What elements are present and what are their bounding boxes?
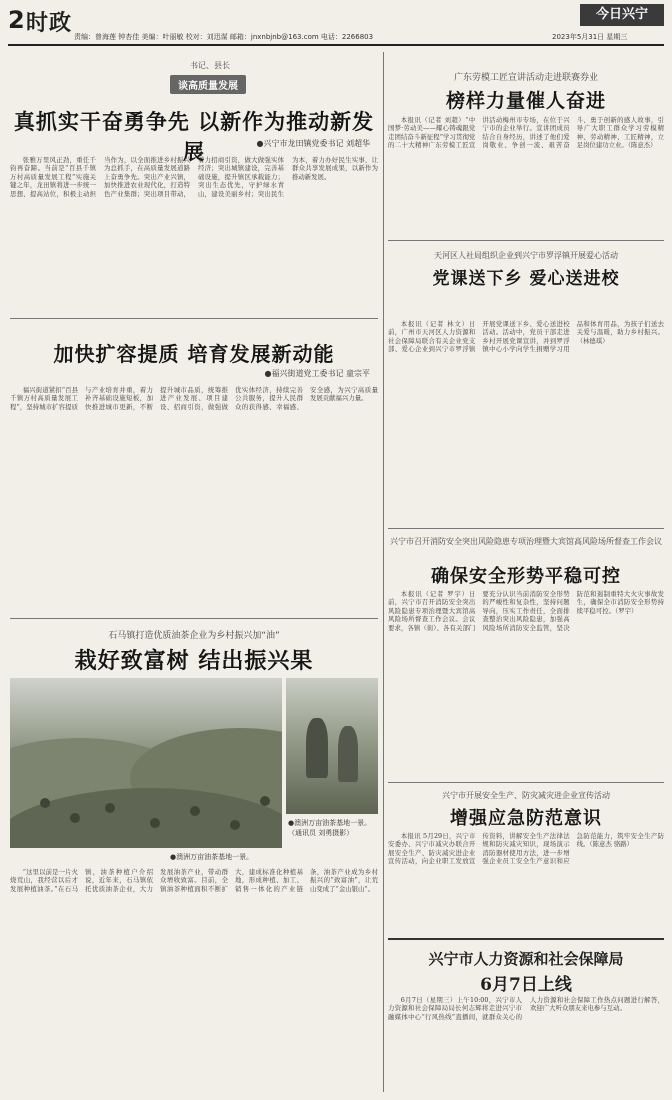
article-kicker: 兴宁市开展安全生产、防灾减灾进企业宣传活动 <box>442 791 610 800</box>
notice-headline: 兴宁市人力资源和社会保障局 <box>428 950 624 968</box>
article-headline: 党课送下乡 爱心送进校 <box>432 269 620 289</box>
farmers-photo <box>286 678 378 814</box>
section-title: 时政 <box>26 11 73 36</box>
article-body: 本报讯（记者 林文）日前，广州市天河区人力资源和社会保障局联合有关企业党支部、爱心企业到兴宁市罗浮镇开展党课送下乡、爱心送进校活动。活动中，党员干部走进乡村开展党课宣讲，并到罗浮镇中心小学向学生捐赠学习用品和体育用品，为孩子们送去关爱与温暖，助力乡村振兴。（林德琪） <box>388 320 664 354</box>
masthead-rule <box>8 44 664 46</box>
notice-subheadline: 6月7日上线 <box>480 975 572 995</box>
section-rule <box>10 618 378 619</box>
article-real-work <box>10 56 378 312</box>
page-number: 2 <box>8 6 25 34</box>
article-headline: 榜样力量催人奋进 <box>445 90 606 112</box>
issue-date: 2023年5月31日 星期三 <box>552 33 628 41</box>
article-body: 本报讯（记者 罗宇）日前，兴宁市召开消防安全突出风险隐患专项治理暨大宾馆高风险场所督查工作会议。会议要求，各镇（街）、各有关部门要充分认识当前消防安全形势的严峻性和复杂性，坚持问题导向，压实工作责任，全面排查整治突出风险隐患，加强高风险场所消防安全监管，坚决防范和遏制重特大火灾事故发生，确保全市消防安全形势持续平稳可控。（罗宇） <box>388 590 664 632</box>
masthead <box>0 0 672 52</box>
article-body: “这里以前是一片火烧荒山，我经营以后才发展种植油茶。”在石马镇，油茶种植户介绍说，近年来，石马镇依托优质油茶企业，大力发展油茶产业，带动群众增收致富。目前，全镇油茶种植面积不断扩大，建成标准化种植基地，形成种植、加工、销售一体化的产业链条，油茶产业成为乡村振兴的“致富油”，让荒山变成了“金山银山”。 <box>10 868 378 893</box>
article-kicker: 书记、县长 <box>190 61 230 70</box>
newspaper-logo: 今日兴宁 <box>580 4 664 26</box>
photo-caption: ●澳洲万亩油茶基地一景。 <box>170 853 254 861</box>
article-headline: 加快扩容提质 培育发展新动能 <box>53 342 335 366</box>
article-kicker: 天河区人社局组织企业到兴宁市罗浮镇开展爱心活动 <box>434 251 618 260</box>
article-body: 张雅万里风正劲，重任千钧再奋蹄。当前是“百县千镇万村高质量发展工程”实施关键之年，龙田镇将进一步统一思想、提高站位，积极主动担当作为，以全面推进乡村振兴为总抓手，在高质量发展道路上奋勇争先。突出产业兴镇，加快推进农业现代化，打造特色产业集群；突出项目带动，着力招商引资，做大做强实体经济；突出城镇建设，完善基础设施，提升镇区承载能力；突出生态优先，守护绿水青山，建设美丽乡村；突出民生为本，着力办好民生实事，让群众共享发展成果，以新作为推动新发展。 <box>10 156 378 198</box>
article-tea-oil <box>10 624 378 1094</box>
editor-credits: 责编：曾海莲 钟杏佳 美编：叶丽敏 校对：刘迅谋 邮箱：jnxnbjnb@163.com 电话：2266803 <box>74 33 374 41</box>
article-body: 本报讯 5月29日，兴宁市安委办、兴宁市减灾办联合开展安全生产、防灾减灾进企业宣传活动，向企业职工发放宣传资料，讲解安全生产法律法规和防灾减灾知识，现场演示消防器材使用方法，进一步增强企业员工安全生产意识和应急防范能力，筑牢安全生产防线。（陈意杰 骆路） <box>388 832 664 866</box>
notice-rule-top <box>388 938 664 940</box>
article-party-lesson <box>388 246 664 524</box>
section-rule <box>388 782 664 783</box>
article-kicker: 兴宁市召开消防安全突出风险隐患专项治理暨大宾馆高风险场所督查工作会议 <box>390 537 662 546</box>
column-badge: 谈高质量发展 <box>170 75 246 94</box>
article-byline: ●兴宁市龙田镇党委书记 刘超华 <box>256 139 370 148</box>
column-divider <box>383 52 384 1092</box>
section-rule <box>10 318 378 319</box>
photo-caption: ●澳洲万亩油茶基地一景。（通讯员 刘勇摄影） <box>288 819 372 837</box>
article-headline: 增强应急防范意识 <box>450 808 602 829</box>
article-headline: 真抓实干奋勇争先 以新作为推动新发展 <box>13 109 375 164</box>
article-fire-safety <box>388 532 664 778</box>
notice-body: 6月7日（星期三）上午10:00，兴宁市人力资源和社会保障局局长何志辉将走进兴宁市融媒体中心“行风热线”直播间，就群众关心的人力资源和社会保障工作热点问题进行解答，欢迎广大听众朋友来电参与互动。 <box>388 996 664 1021</box>
article-headline: 确保安全形势平稳可控 <box>431 566 621 587</box>
article-kicker: 石马镇打造优质油茶企业为乡村振兴加“油” <box>108 631 280 641</box>
notice-hrss <box>388 944 664 1094</box>
article-emergency <box>388 786 664 934</box>
article-byline: ●福兴街道党工委书记 童宗平 <box>264 369 370 378</box>
article-body: 本报讯（记者 刘超）“中国梦·劳动美——耀心铸魂跟党走团结奋斗新征程”学习贯彻党的二十大精神广东劳模工匠宣讲活动梅州市专场，在位于兴宁市的企业举行。宣讲团成员结合自身经历，讲述了他们爱岗敬业、争创一流、艰苦奋斗、勇于创新的感人故事，引导广大职工群众学习劳模精神、劳动精神、工匠精神，立足岗位建功立业。（陈意杰） <box>388 116 664 150</box>
article-kicker: 广东劳模工匠宣讲活动走进联赛券业 <box>453 73 598 83</box>
article-headline: 栽好致富树 结出振兴果 <box>74 648 314 674</box>
oil-tea-hillside-photo <box>10 678 282 848</box>
section-rule <box>388 240 664 241</box>
article-body: 福兴街道紧扣“百县千镇万村高质量发展工程”，坚持城市扩容提质与产业培育并重，着力补齐基础设施短板，加快推进城市更新，不断提升城市品质，统筹推进产业发展、项目建设、招商引资，做强做优实体经济，持续完善公共服务，提升人民群众的获得感、幸福感、安全感，为兴宁高质量发展贡献福兴力量。 <box>10 386 378 411</box>
article-expand-capacity <box>10 324 378 614</box>
section-rule <box>388 528 664 529</box>
article-model-workers <box>388 56 664 236</box>
